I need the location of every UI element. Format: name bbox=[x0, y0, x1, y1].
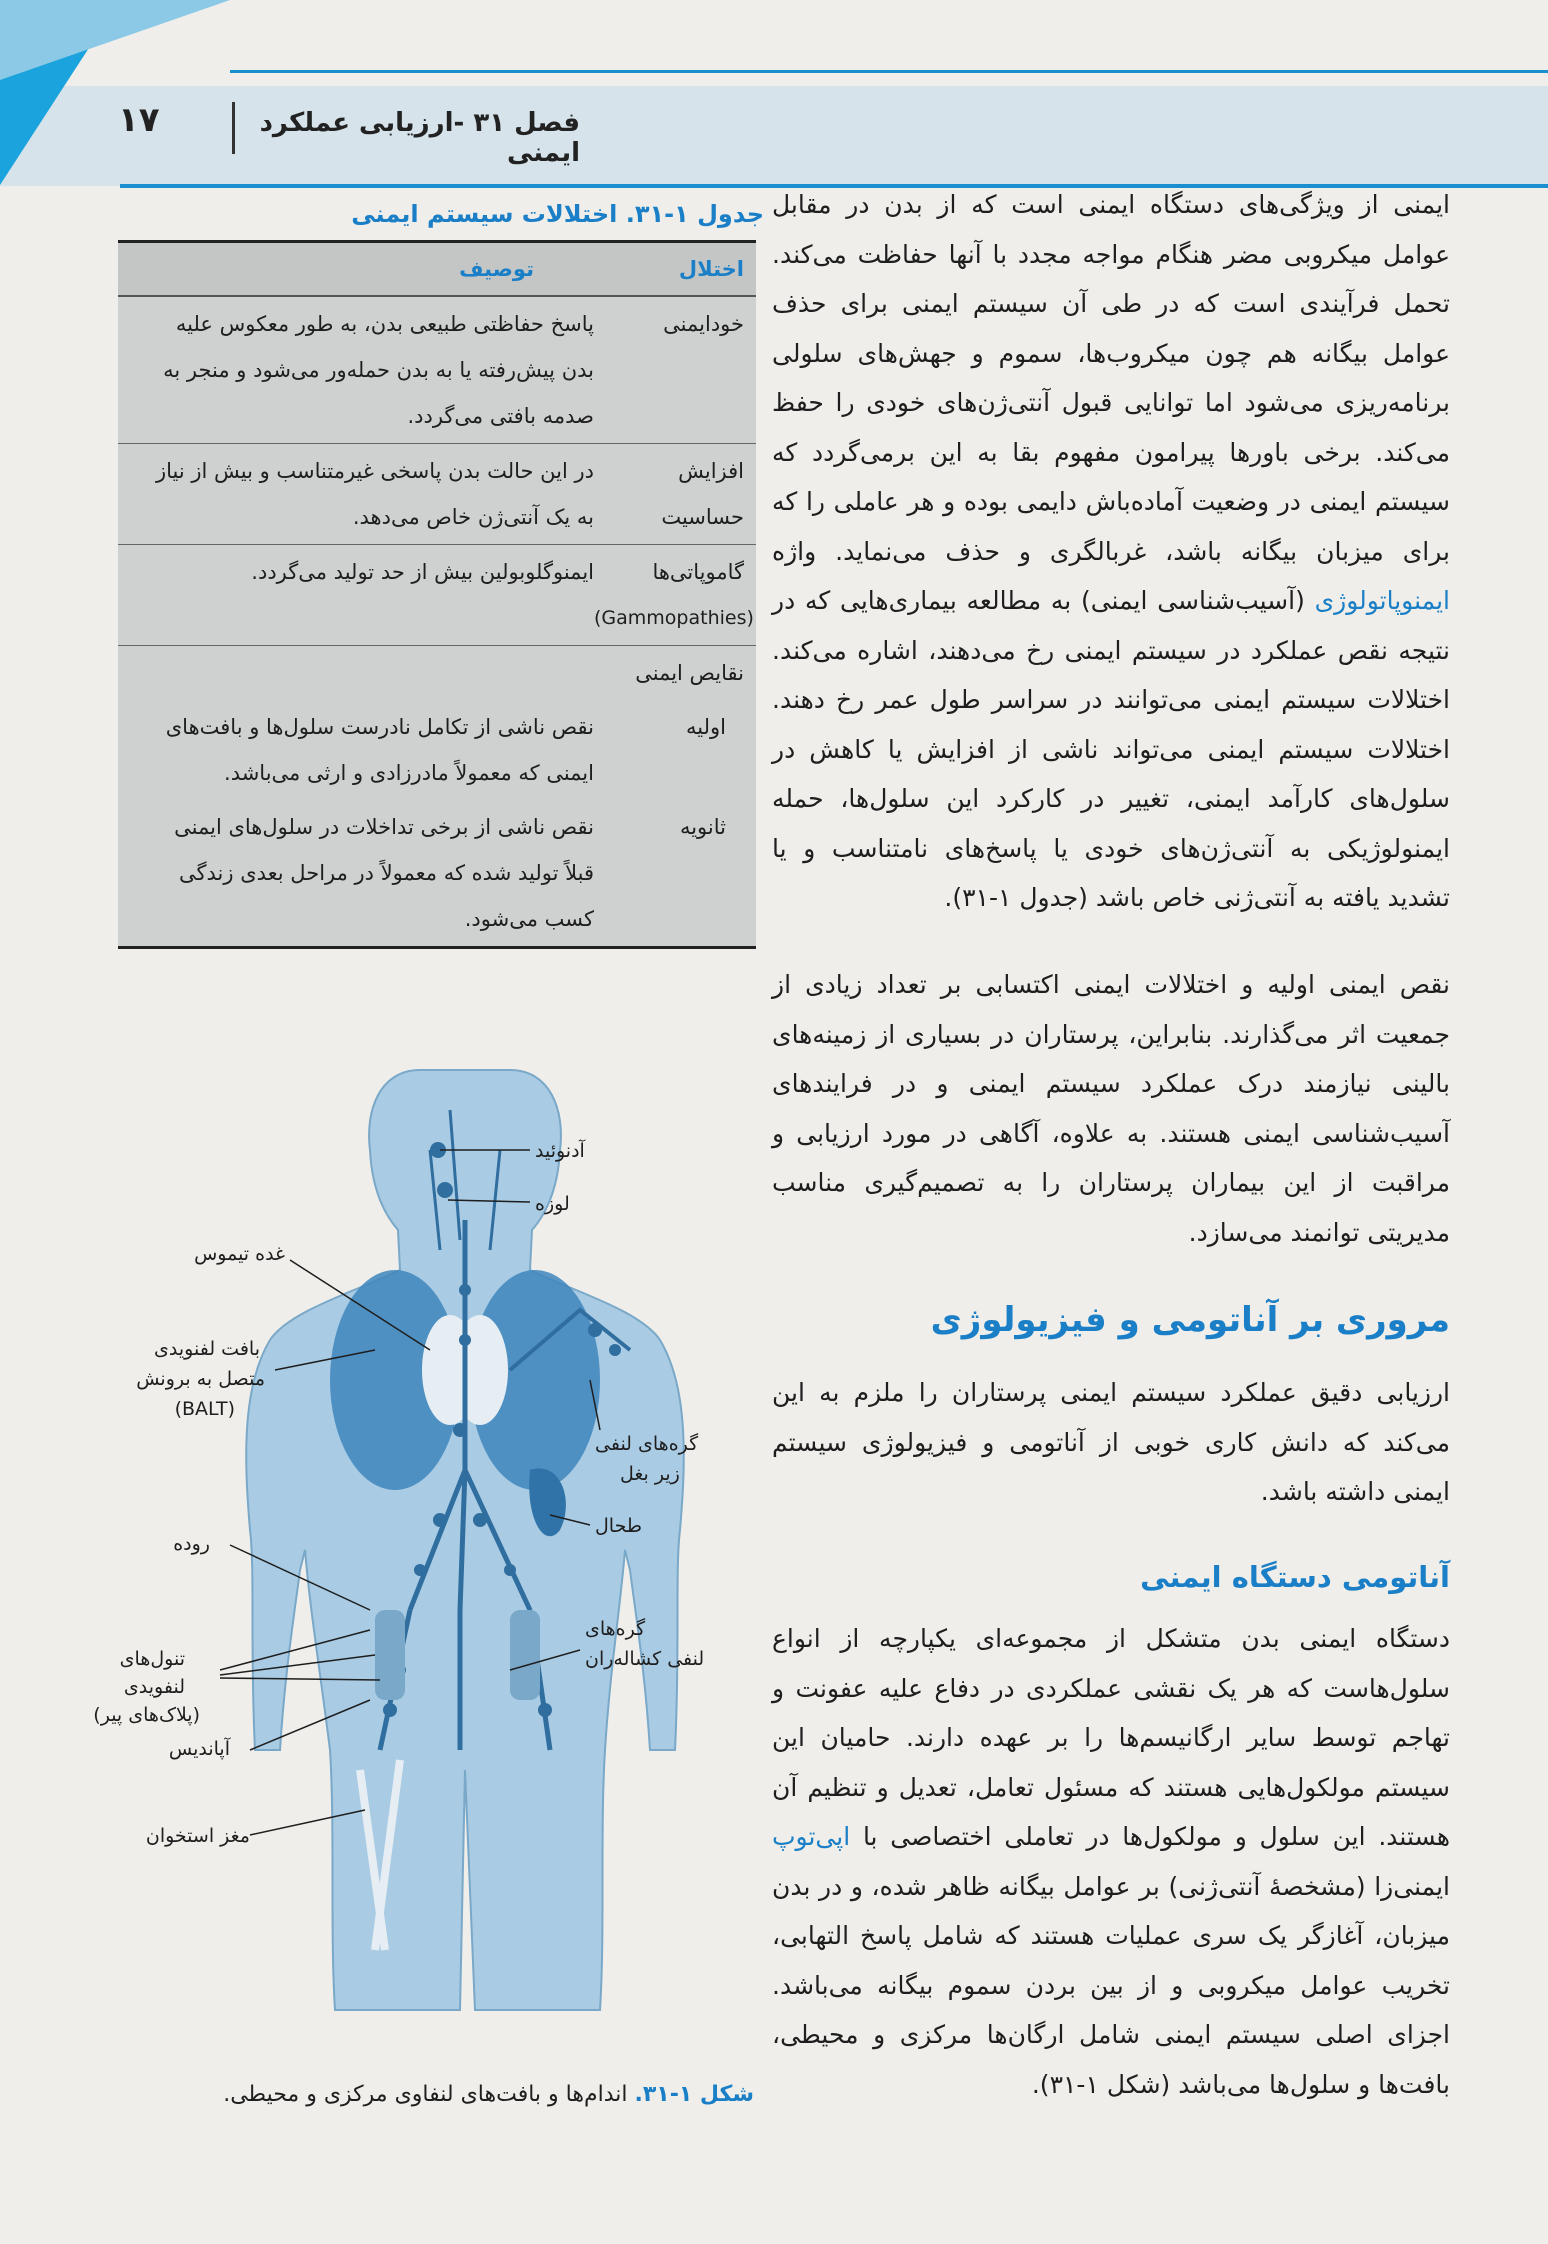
table-row bbox=[118, 800, 756, 946]
section-heading-anatomy-physiology: مروری بر آناتومی و فیزیولوژی bbox=[930, 1300, 1450, 1340]
label-appendix: آپاندیس bbox=[168, 1738, 230, 1760]
text-run: ایمنی از ویژگی‌های دستگاه ایمنی است که از بدن در مقابل عوامل میکروبی مضر هنگام مواجه مجدد با آنها حفاظت می‌کند. تحمل فرآیندی است که در طی آن سیستم ایمنی برای حذف عوامل بیگانه هم چون میکروب‌ها، سموم و جهش‌های سلولی برنامه‌ریزی می‌شود اما توانایی قبول آنتی‌ژن‌های خودی را حفظ می‌کند. برخی باورها پیرامون مفهوم بقا به این برمی‌گردد که سیستم ایمنی در وضعیت آماده‌باش دایمی بوده و هر عاملی را که برای میزبان بیگانه باشد، غربالگری و حذف می‌نماید. واژه bbox=[772, 190, 1450, 566]
term-immunopathology: ایمنوپاتولوژی bbox=[1314, 586, 1450, 615]
label-tonsil: لوزه bbox=[535, 1193, 570, 1215]
chapter-title: فصل ۳۱ -ارزیابی عملکرد ایمنی bbox=[259, 108, 580, 168]
disorder-description: نقص ناشی از برخی تداخلات در سلول‌های ایمنی قبلاً تولید شده که معمولاً در مراحل بعدی زندگی کسب می‌شود. bbox=[174, 815, 594, 931]
figure-caption-label: شکل ۱-۳۱. bbox=[634, 2082, 754, 2107]
figure-caption-text: اندام‌ها و بافت‌های لنفاوی مرکزی و محیطی. bbox=[223, 2082, 635, 2107]
text-run: ایمنی‌زا (مشخصهٔ آنتی‌ژنی) بر عوامل بیگانه ظاهر شده، و در بدن میزبان، آغازگر یک سری عملیات هستند که شامل پاسخ التهابی، تخریب عوامل میکروبی و از بین بردن سموم بیگانه می‌باشد. اجزای اصلی سیستم ایمنی شامل ارگان‌ها مرکزی و محیطی، بافت‌ها و سلول‌ها می‌باشد (شکل ۱-۳۱). bbox=[772, 1871, 1450, 2099]
column-header-description: توصیف bbox=[459, 257, 534, 281]
intestine-shape bbox=[510, 1610, 540, 1700]
disorder-description bbox=[118, 650, 444, 696]
label-inguinal-line1: گره‌های bbox=[585, 1618, 646, 1640]
disorder-name: اولیه bbox=[686, 715, 726, 739]
disorder-name: نقایص ایمنی bbox=[635, 661, 744, 685]
label-intestine: روده bbox=[173, 1533, 210, 1555]
table-row bbox=[118, 545, 756, 646]
disorder-name: ثانویه bbox=[679, 815, 726, 839]
text-run: دستگاه ایمنی بدن متشکل از مجموعه‌ای یکپارچه از انواع سلول‌هاست که هر یک نقشی عملکردی در دفاع علیه عفونت و تهاجم توسط سایر ارگانیسم‌ها را بر عهده دارند. حامیان این سیستم مولکول‌هایی هستند که مسئول تعامل، تعدیل و تنظیم آن هستند. این سلول و مولکول‌ها در تعاملی اختصاصی با bbox=[772, 1624, 1450, 1851]
table-row bbox=[118, 444, 756, 545]
label-axillary-line1: گره‌های لنفی bbox=[595, 1433, 699, 1455]
label-axillary-line2: زیر بغل bbox=[620, 1463, 680, 1485]
table-row bbox=[118, 297, 756, 444]
disorder-name bbox=[594, 549, 756, 641]
label-bone-marrow: مغز استخوان bbox=[145, 1825, 250, 1847]
paragraph-assessment: ارزیابی دقیق عملکرد سیستم ایمنی پرستاران را ملزم به این می‌کند که دانش کاری خوبی از آناتومی و فیزیولوژی سیستم ایمنی داشته باشد. bbox=[772, 1378, 1450, 1506]
label-peyer-line1: تنول‌های bbox=[119, 1648, 185, 1670]
label-spleen: طحال bbox=[595, 1515, 642, 1537]
thymus-shape bbox=[452, 1315, 508, 1425]
disorder-name: خودایمنی bbox=[663, 312, 744, 336]
label-inguinal-line2: لنفی کشاله‌ران bbox=[585, 1648, 705, 1670]
header-top-rule bbox=[230, 70, 1548, 73]
paragraph-immunity-intro bbox=[772, 180, 1450, 923]
label-peyer-line2: لنفویدی bbox=[123, 1676, 185, 1698]
label-peyer-line3: (پلاک‌های پیر) bbox=[93, 1704, 200, 1726]
page-number: ۱۷ bbox=[118, 100, 160, 140]
table-row bbox=[118, 646, 756, 700]
lymphoid-organs-figure bbox=[93, 1050, 760, 2050]
label-thymus: غده تیموس bbox=[194, 1243, 285, 1265]
disorder-name: افزایش حساسیت bbox=[661, 459, 744, 529]
table-header-row bbox=[118, 243, 756, 297]
disorders-table bbox=[118, 240, 756, 949]
figure-caption bbox=[118, 2082, 754, 2107]
column-header-disorder: اختلال bbox=[678, 257, 744, 281]
label-balt-line1: بافت لفنویدی bbox=[154, 1338, 260, 1360]
intestine-shape bbox=[375, 1610, 405, 1700]
disorder-name-en: (Gammopathies) bbox=[594, 607, 754, 629]
text-run: (آسیب‌شناسی ایمنی) به مطالعه بیماری‌هایی که در نتیجه نقص عملکرد در سیستم ایمنی رخ می‌دهند، اشاره می‌کند. اختلالات سیستم ایمنی می‌توانند در سراسر طول عمر رخ دهند. اختلالات سیستم ایمنی می‌تواند ناشی از افزایش یا کاهش در سلول‌های کارآمد ایمنی، تغییر در کارکرد این سلول‌ها، حمله ایمنولوژیکی به آنتی‌ژن‌های خودی یا پاسخ‌های نامتناسب و یا تشدید یافته به آنتی‌ژنی خاص باشد (جدول ۱-۳۱). bbox=[772, 586, 1450, 912]
term-epitope: اپی‌توپ bbox=[772, 1822, 851, 1851]
paragraph-nurses: نقص ایمنی اولیه و اختلالات ایمنی اکتسابی بر تعداد زیادی از جمعیت اثر می‌گذارند. بنابراین، پرستاران در بسیاری از زمینه‌های بالینی نیازمند درک عملکرد سیستم ایمنی و در فرایندهای آسیب‌شناسی ایمنی هستند. به علاوه، آگاهی در مورد ارزیابی و مراقبت از این بیماران پرستاران را به تصمیم‌گیری مناسب مدیریتی توانمند می‌سازد. bbox=[772, 970, 1450, 1247]
subsection-heading-anatomy: آناتومی دستگاه ایمنی bbox=[1140, 1560, 1450, 1594]
paragraph-anatomy bbox=[772, 1614, 1450, 2109]
header-corner-shape-light bbox=[0, 0, 230, 80]
header-separator bbox=[232, 102, 235, 154]
disorder-description: ایمنوگلوبولین بیش از حد تولید می‌گردد. bbox=[251, 560, 594, 584]
table-row bbox=[118, 700, 756, 800]
disorder-name-fa: گاموپاتی‌ها bbox=[652, 560, 744, 584]
disorder-description: در این حالت بدن پاسخی غیرمتناسب و بیش از نیاز به یک آنتی‌ژن خاص می‌دهد. bbox=[155, 459, 594, 529]
label-balt-line3: (BALT) bbox=[174, 1398, 235, 1420]
table-caption: جدول ۱-۳۱. اختلالات سیستم ایمنی bbox=[351, 200, 764, 228]
label-balt-line2: متصل به برونش bbox=[136, 1368, 265, 1390]
disorder-description: نقص ناشی از تکامل نادرست سلول‌ها و بافت‌های ایمنی که معمولاً مادرزادی و ارثی می‌باشد. bbox=[165, 715, 594, 785]
label-adenoid: آدنوئید bbox=[535, 1140, 585, 1162]
disorder-description: پاسخ حفاظتی طبیعی بدن، به طور معکوس علیه بدن پیش‌رفته یا به بدن حمله‌ور می‌شود و منجر به صدمه بافتی می‌گردد. bbox=[163, 312, 594, 428]
